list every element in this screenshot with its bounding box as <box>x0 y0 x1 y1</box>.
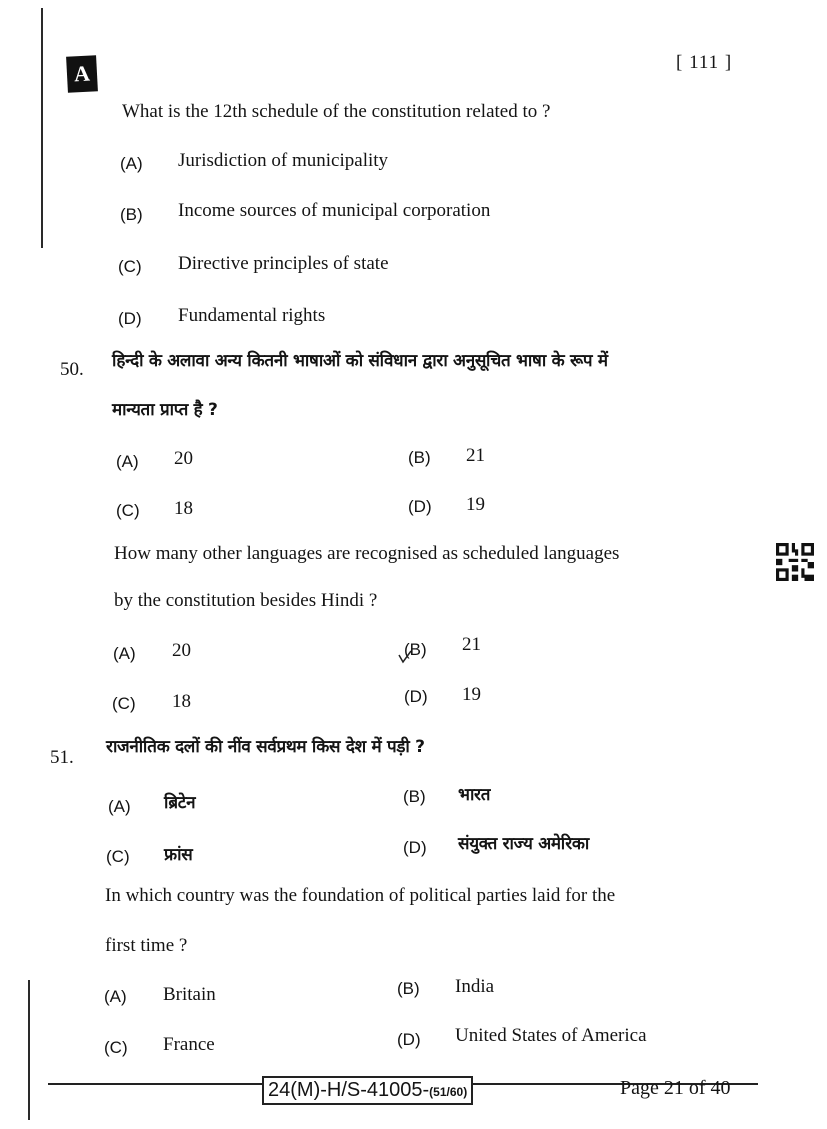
option-text: United States of America <box>455 1025 647 1046</box>
option-label: (D) <box>118 309 142 328</box>
question-text: How many other languages are recognised as scheduled languages <box>114 543 620 564</box>
option-label: (D) <box>397 1030 421 1049</box>
paper-code-text: 24(M)-H/S-41005- <box>268 1079 430 1101</box>
option-label: (A) <box>104 987 127 1006</box>
option-label: (D) <box>404 687 428 706</box>
option-text: 18 <box>172 691 191 712</box>
option-label: (B) <box>120 205 143 224</box>
option-text: Income sources of municipal corporation <box>178 200 491 221</box>
option-text: 21 <box>466 445 485 466</box>
question-number: 51. <box>50 747 74 768</box>
qr-code-icon <box>775 543 815 581</box>
option-text: Directive principles of state <box>178 253 389 274</box>
margin-line <box>28 980 30 1120</box>
page-number: Page 21 of 40 <box>620 1077 731 1099</box>
option-label: (A) <box>108 797 131 816</box>
question-text-hindi: हिन्दी के अलावा अन्य कितनी भाषाओं को संविधान द्वारा अनुसूचित भाषा के रूप में <box>112 351 608 371</box>
question-text: What is the 12th schedule of the constitution related to ? <box>122 101 551 122</box>
option-label: (D) <box>408 497 432 516</box>
tick-mark-icon <box>398 650 412 664</box>
option-text: ब्रिटेन <box>164 793 196 813</box>
option-text: फ्रांस <box>164 845 193 865</box>
set-badge: A <box>66 55 98 93</box>
option-label: (A) <box>116 452 139 471</box>
option-text: 21 <box>462 634 481 655</box>
option-label: (C) <box>116 501 140 520</box>
paper-code-range: (51/60) <box>429 1085 468 1099</box>
option-text: 18 <box>174 498 193 519</box>
option-text: 20 <box>172 640 191 661</box>
question-text: by the constitution besides Hindi ? <box>114 590 378 611</box>
option-text: Jurisdiction of municipality <box>178 150 389 171</box>
margin-line <box>41 8 43 248</box>
question-text-hindi: मान्यता प्राप्त है ? <box>112 400 218 420</box>
option-label: (C) <box>106 847 130 866</box>
paper-code <box>262 1076 473 1105</box>
option-label: (B) <box>408 448 431 467</box>
option-label: (A) <box>113 644 136 663</box>
option-label: (C) <box>112 694 136 713</box>
option-text: Britain <box>163 984 216 1005</box>
option-label: (C) <box>118 257 142 276</box>
option-label: (A) <box>120 154 143 173</box>
option-label: (C) <box>104 1038 128 1057</box>
option-label: (D) <box>403 838 427 857</box>
question-text-hindi: राजनीतिक दलों की नींव सर्वप्रथम किस देश में पड़ी ? <box>106 737 425 757</box>
option-label: (B) <box>403 787 426 806</box>
option-text: 19 <box>466 494 485 515</box>
option-label-selected: (B) <box>404 640 427 659</box>
page-id: [ 111 ] <box>676 52 733 73</box>
option-text: 19 <box>462 684 481 705</box>
option-text: India <box>455 976 495 997</box>
option-text: भारत <box>458 785 491 805</box>
option-text: Fundamental rights <box>178 305 326 326</box>
question-text: first time ? <box>105 935 188 956</box>
option-text: France <box>163 1034 215 1055</box>
question-number: 50. <box>60 359 84 380</box>
option-text: संयुक्त राज्य अमेरिका <box>458 834 589 854</box>
question-text: In which country was the foundation of political parties laid for the <box>105 885 616 906</box>
option-text: 20 <box>174 448 193 469</box>
option-label: (B) <box>397 979 420 998</box>
